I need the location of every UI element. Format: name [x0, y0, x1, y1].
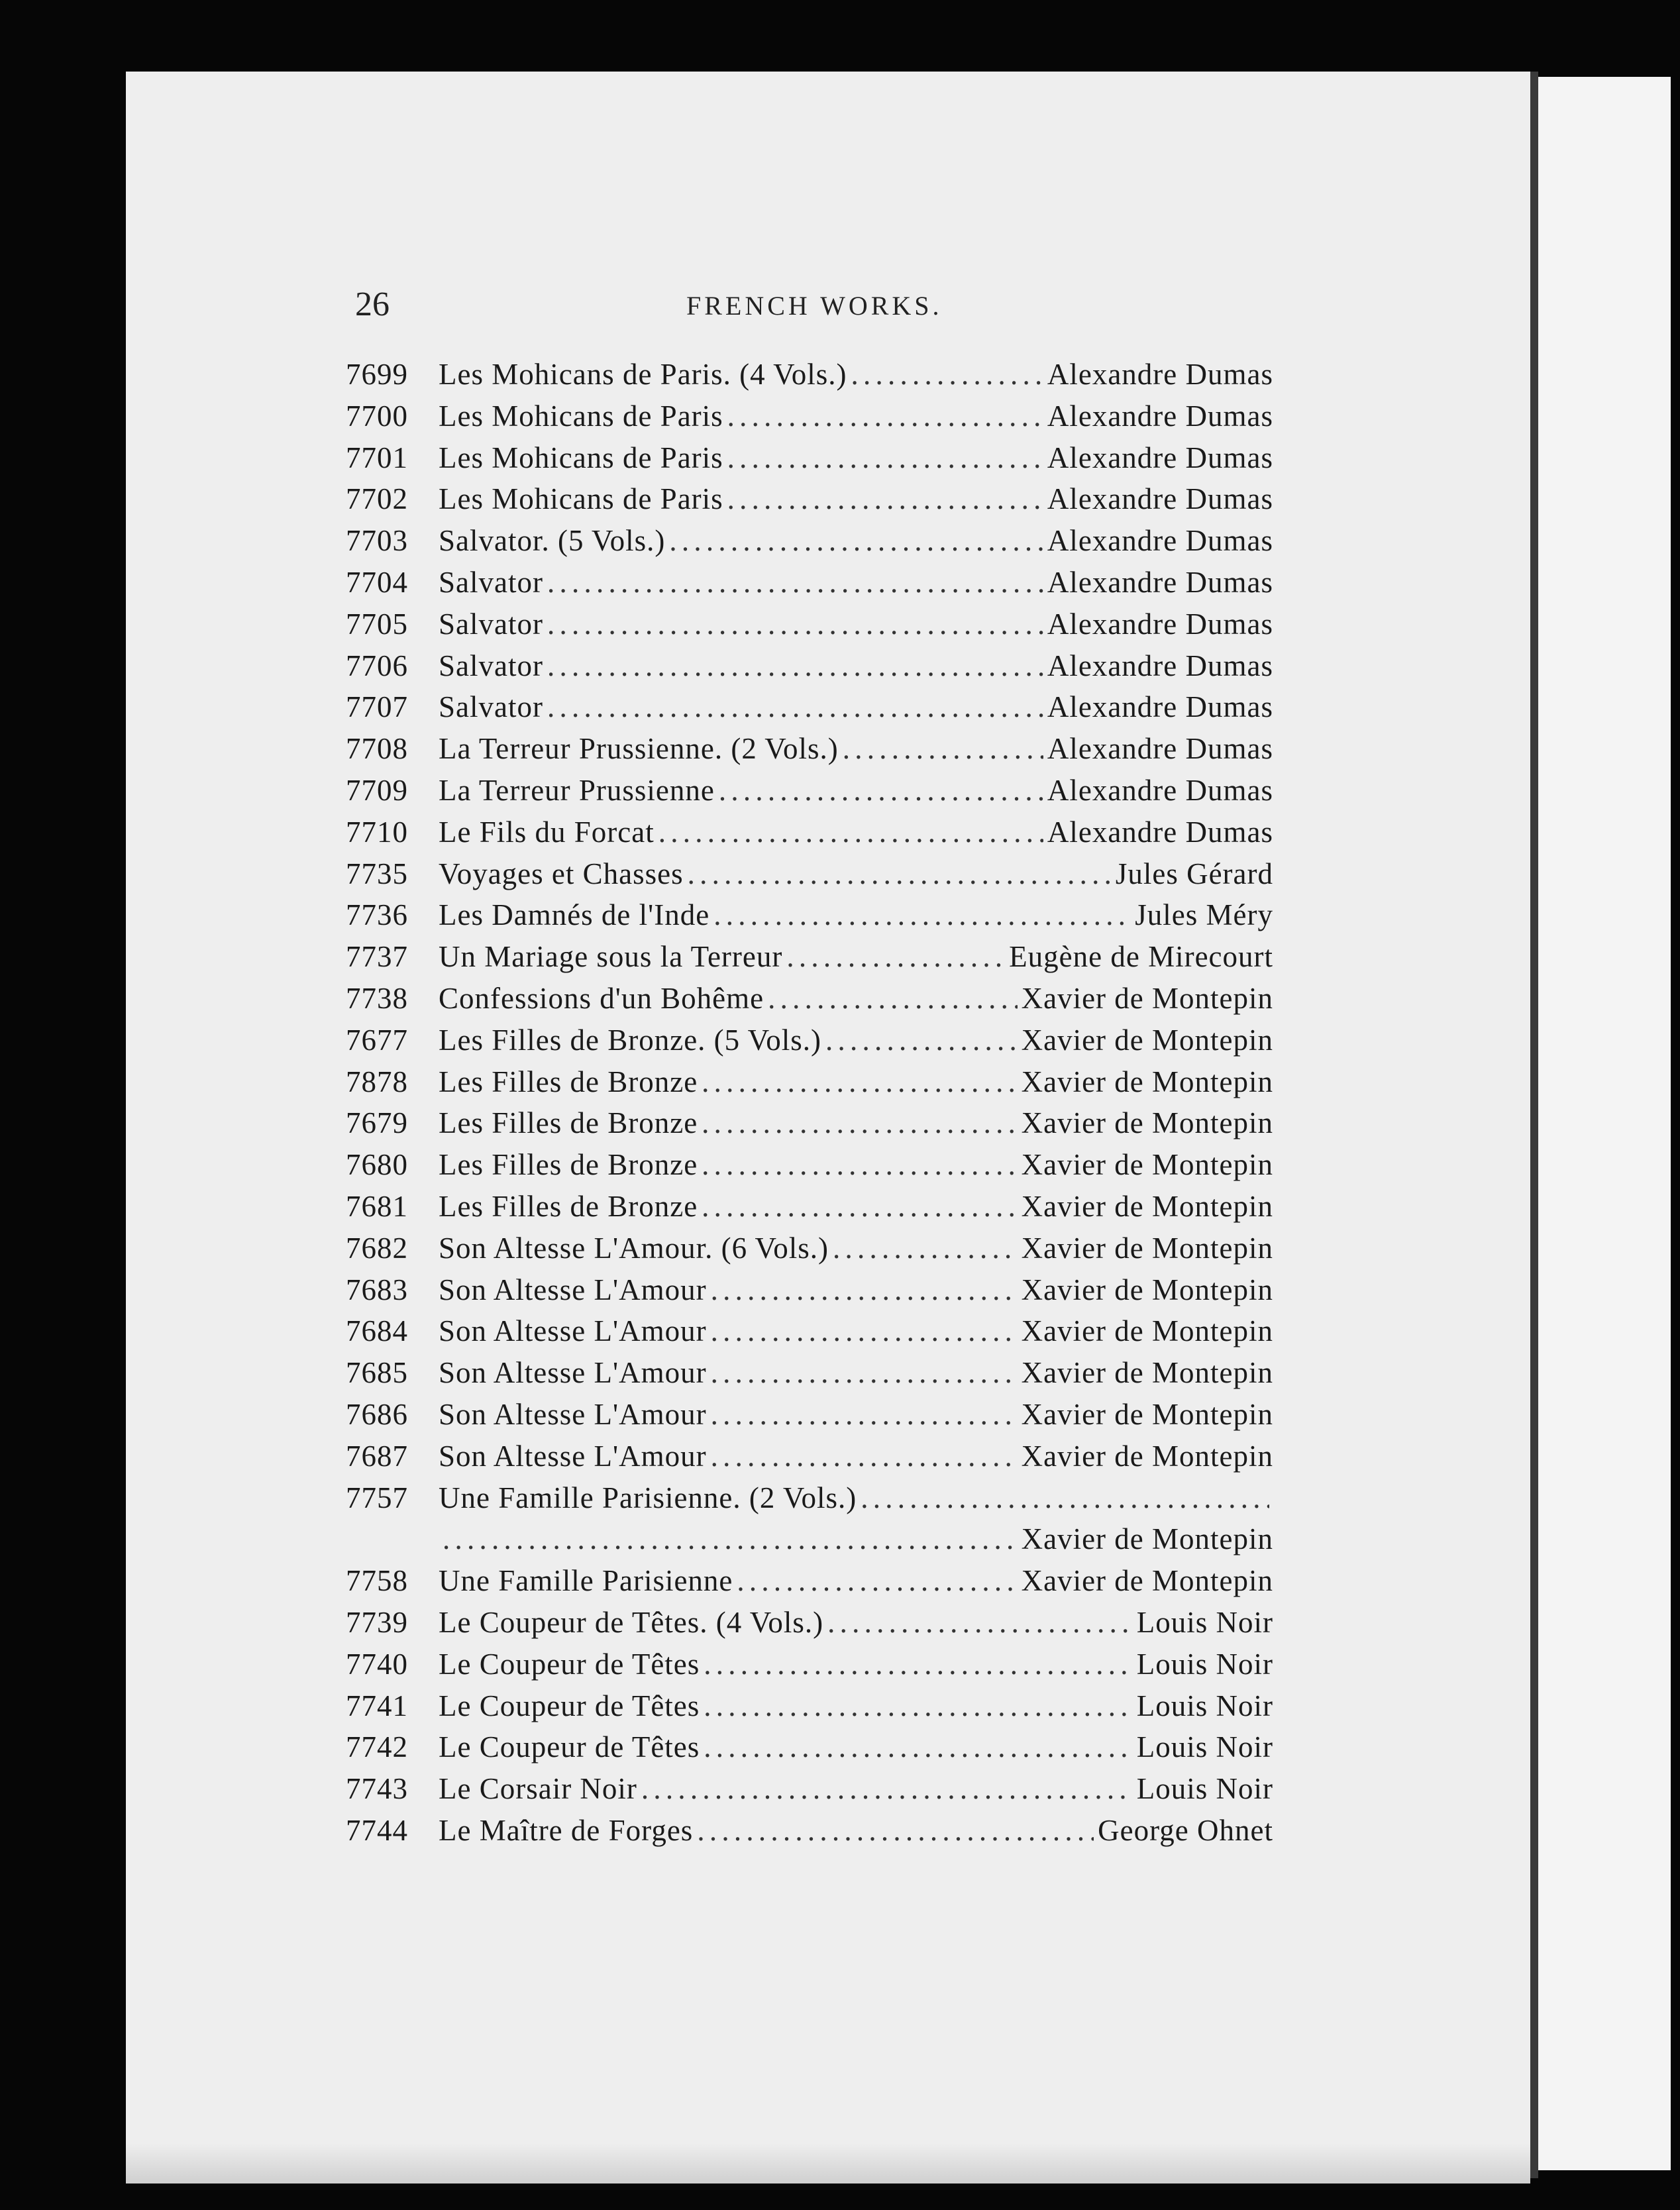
catalog-entry — [346, 978, 1273, 1020]
entry-author: Jules Méry — [1135, 898, 1273, 932]
entry-title: Une Famille Parisienne. (2 Vols.) — [439, 1481, 857, 1514]
entry-author: Xavier de Montepin — [1021, 981, 1273, 1015]
entry-number: 7743 — [346, 1772, 408, 1806]
entry-number: 7738 — [346, 981, 408, 1015]
catalog-entry — [346, 1061, 1273, 1103]
dot-leader — [768, 978, 1018, 1020]
entry-author: Alexandre Dumas — [1047, 441, 1273, 474]
entry-title: Une Famille Parisienne — [439, 1564, 733, 1598]
entry-title: Les Mohicans de Paris. (4 Vols.) — [439, 358, 847, 391]
entry-author: Xavier de Montepin — [1021, 1564, 1273, 1598]
dot-leader — [702, 1061, 1017, 1103]
entry-author: Louis Noir — [1136, 1730, 1273, 1764]
entry-number: 7736 — [346, 898, 408, 932]
dot-leader — [547, 562, 1043, 604]
entry-author: Xavier de Montepin — [1021, 1356, 1273, 1390]
entry-title: Son Altesse L'Amour — [439, 1314, 707, 1348]
entry-number: 7706 — [346, 649, 408, 682]
catalog-entry — [346, 1352, 1273, 1394]
entry-title: Salvator — [439, 690, 543, 724]
entry-number: 7699 — [346, 358, 408, 391]
dot-leader — [702, 1144, 1017, 1186]
catalog-entry — [346, 604, 1273, 645]
entry-author: Xavier de Montepin — [1021, 1314, 1273, 1348]
entry-number: 7684 — [346, 1314, 408, 1348]
dot-leader — [851, 354, 1043, 395]
catalog-entry — [346, 1186, 1273, 1228]
entry-number: 7707 — [346, 690, 408, 724]
catalog-entry — [346, 812, 1273, 853]
entry-number: 7757 — [346, 1481, 408, 1514]
dot-leader — [825, 1020, 1018, 1061]
entry-title: Confessions d'un Bohême — [439, 981, 764, 1015]
entry-author: Xavier de Montepin — [1021, 1023, 1273, 1057]
dot-leader — [719, 770, 1043, 812]
entry-number: 7742 — [346, 1730, 408, 1764]
entry-number: 7683 — [346, 1273, 408, 1306]
entry-title: Le Maître de Forges — [439, 1813, 694, 1847]
catalog-entry — [346, 1394, 1273, 1436]
entry-author: Alexandre Dumas — [1047, 358, 1273, 391]
catalog-entry — [346, 1768, 1273, 1810]
catalog-entry — [346, 728, 1273, 770]
entry-title: Le Fils du Forcat — [439, 815, 655, 849]
entry-author: Alexandre Dumas — [1047, 482, 1273, 516]
dot-leader — [737, 1560, 1017, 1602]
entry-number: 7739 — [346, 1605, 408, 1639]
catalog-entry — [346, 1518, 1273, 1560]
catalog-entry — [346, 395, 1273, 437]
dot-leader — [727, 395, 1043, 437]
entry-title: Les Mohicans de Paris — [439, 399, 723, 433]
entry-number: 7758 — [346, 1564, 408, 1598]
entry-title: Les Mohicans de Paris — [439, 482, 723, 516]
entry-number: 7740 — [346, 1647, 408, 1681]
entry-number: 7709 — [346, 773, 408, 807]
entry-author: Alexandre Dumas — [1047, 399, 1273, 433]
entry-title: Son Altesse L'Amour — [439, 1273, 707, 1306]
entry-author: Louis Noir — [1136, 1772, 1273, 1806]
entry-author: Eugène de Mirecourt — [1009, 940, 1273, 974]
entry-author: Alexandre Dumas — [1047, 732, 1273, 766]
catalog-entry — [346, 1810, 1273, 1852]
entry-author: Xavier de Montepin — [1021, 1106, 1273, 1140]
entry-title: Salvator. (5 Vols.) — [439, 524, 666, 558]
entry-title: Salvator — [439, 565, 543, 599]
entry-number: 7679 — [346, 1106, 408, 1140]
entry-title: Voyages et Chasses — [439, 857, 684, 890]
entry-title: La Terreur Prussienne. (2 Vols.) — [439, 732, 839, 766]
entry-title: Les Filles de Bronze — [439, 1189, 698, 1223]
entry-author: Jules Gérard — [1115, 857, 1273, 890]
entry-title: Un Mariage sous la Terreur — [439, 940, 783, 974]
dot-leader — [547, 604, 1043, 645]
dot-leader — [833, 1228, 1018, 1269]
entry-number: 7686 — [346, 1397, 408, 1431]
catalog-entry — [346, 770, 1273, 812]
entry-number: 7685 — [346, 1356, 408, 1390]
dot-leader — [711, 1352, 1018, 1394]
entry-title: Le Corsair Noir — [439, 1772, 637, 1806]
dot-leader — [702, 1102, 1017, 1144]
entry-author: Xavier de Montepin — [1021, 1189, 1273, 1223]
entry-title: Son Altesse L'Amour — [439, 1439, 707, 1473]
entry-number: 7701 — [346, 441, 408, 474]
entry-number: 7705 — [346, 607, 408, 641]
entry-author: Alexandre Dumas — [1047, 565, 1273, 599]
entry-author: George Ohnet — [1098, 1813, 1273, 1847]
catalog-entry — [346, 1477, 1273, 1519]
entry-title: Son Altesse L'Amour — [439, 1397, 707, 1431]
dot-leader — [702, 1186, 1017, 1228]
dot-leader — [727, 437, 1043, 479]
entry-author: Xavier de Montepin — [1021, 1397, 1273, 1431]
catalog-entry — [346, 1644, 1273, 1685]
catalog-entry — [346, 894, 1273, 936]
dot-leader — [786, 936, 1005, 978]
dot-leader — [443, 1518, 1018, 1560]
entry-title: Le Coupeur de Têtes — [439, 1647, 700, 1681]
entry-author: Xavier de Montepin — [1021, 1231, 1273, 1265]
catalog-entry — [346, 1726, 1273, 1768]
dot-leader — [711, 1310, 1018, 1352]
dot-leader — [704, 1644, 1132, 1685]
entry-author: Alexandre Dumas — [1047, 773, 1273, 807]
dot-leader — [658, 812, 1043, 853]
entry-number: 7741 — [346, 1689, 408, 1722]
facing-page-edge — [1538, 77, 1671, 2170]
entry-title: Le Coupeur de Têtes — [439, 1689, 700, 1722]
entry-author: Xavier de Montepin — [1021, 1439, 1273, 1473]
catalog-entry — [346, 1310, 1273, 1352]
entry-number: 7702 — [346, 482, 408, 516]
entry-title: Les Filles de Bronze. (5 Vols.) — [439, 1023, 822, 1057]
dot-leader — [861, 1477, 1269, 1519]
catalog-entry — [346, 1269, 1273, 1311]
entry-author: Xavier de Montepin — [1021, 1522, 1273, 1556]
entry-number: 7680 — [346, 1148, 408, 1182]
catalog-entry — [346, 1560, 1273, 1602]
catalog-entry — [346, 1436, 1273, 1477]
entry-title: La Terreur Prussienne — [439, 773, 715, 807]
dot-leader — [547, 686, 1043, 728]
entry-title: Les Damnés de l'Inde — [439, 898, 710, 932]
entry-number: 7878 — [346, 1065, 408, 1098]
entry-number: 7708 — [346, 732, 408, 766]
entry-number: 7700 — [346, 399, 408, 433]
entry-title: Salvator — [439, 607, 543, 641]
entry-author: Xavier de Montepin — [1021, 1273, 1273, 1306]
entry-title: Les Filles de Bronze — [439, 1065, 698, 1098]
entry-number: 7737 — [346, 940, 408, 974]
catalog-entry — [346, 562, 1273, 604]
entry-number: 7704 — [346, 565, 408, 599]
catalog-entry — [346, 437, 1273, 479]
dot-leader — [713, 894, 1131, 936]
entry-author: Alexandre Dumas — [1047, 524, 1273, 558]
catalog-entry — [346, 1685, 1273, 1727]
dot-leader — [711, 1269, 1018, 1311]
catalog-entry — [346, 1228, 1273, 1269]
catalog-entry — [346, 936, 1273, 978]
dot-leader — [711, 1436, 1018, 1477]
entry-author: Louis Noir — [1136, 1689, 1273, 1722]
running-head: FRENCH WORKS. — [686, 291, 943, 321]
dot-leader — [704, 1726, 1132, 1768]
entry-number: 7735 — [346, 857, 408, 890]
entry-number: 7710 — [346, 815, 408, 849]
dot-leader — [704, 1685, 1132, 1727]
entry-author: Xavier de Montepin — [1021, 1148, 1273, 1182]
dot-leader — [669, 520, 1043, 562]
entry-title: Le Coupeur de Têtes. (4 Vols.) — [439, 1605, 824, 1639]
dot-leader — [843, 728, 1043, 770]
entry-number: 7682 — [346, 1231, 408, 1265]
catalog-entry — [346, 1144, 1273, 1186]
page-number: 26 — [355, 286, 390, 323]
dot-leader — [688, 853, 1112, 895]
entry-title: Les Filles de Bronze — [439, 1106, 698, 1140]
catalog-entry — [346, 354, 1273, 395]
entry-author: Alexandre Dumas — [1047, 815, 1273, 849]
catalog-entry — [346, 686, 1273, 728]
entry-title: Les Filles de Bronze — [439, 1148, 698, 1182]
entry-number: 7677 — [346, 1023, 408, 1057]
entry-author: Alexandre Dumas — [1047, 649, 1273, 682]
entry-author: Louis Noir — [1136, 1647, 1273, 1681]
page-header — [355, 285, 1283, 331]
catalog-entry — [346, 478, 1273, 520]
dot-leader — [697, 1810, 1094, 1852]
dot-leader — [547, 645, 1043, 687]
dot-leader — [827, 1602, 1133, 1644]
dot-leader — [641, 1768, 1133, 1810]
entry-author: Alexandre Dumas — [1047, 690, 1273, 724]
page-shadow — [126, 2144, 1530, 2184]
catalog-entry — [346, 645, 1273, 687]
entry-number: 7681 — [346, 1189, 408, 1223]
catalog-entry — [346, 853, 1273, 895]
entry-title: Son Altesse L'Amour — [439, 1356, 707, 1390]
catalog-entry — [346, 1102, 1273, 1144]
entry-number: 7744 — [346, 1813, 408, 1847]
entry-author: Xavier de Montepin — [1021, 1065, 1273, 1098]
entry-title: Son Altesse L'Amour. (6 Vols.) — [439, 1231, 829, 1265]
catalog-entry — [346, 1602, 1273, 1644]
entry-number: 7687 — [346, 1439, 408, 1473]
entry-title: Les Mohicans de Paris — [439, 441, 723, 474]
dot-leader — [711, 1394, 1018, 1436]
entry-title: Le Coupeur de Têtes — [439, 1730, 700, 1764]
catalog-entry — [346, 520, 1273, 562]
entry-author: Louis Noir — [1136, 1605, 1273, 1639]
dot-leader — [727, 478, 1043, 520]
catalog-list — [346, 354, 1273, 1852]
catalog-entry — [346, 1020, 1273, 1061]
entry-author: Alexandre Dumas — [1047, 607, 1273, 641]
entry-title: Salvator — [439, 649, 543, 682]
entry-number: 7703 — [346, 524, 408, 558]
